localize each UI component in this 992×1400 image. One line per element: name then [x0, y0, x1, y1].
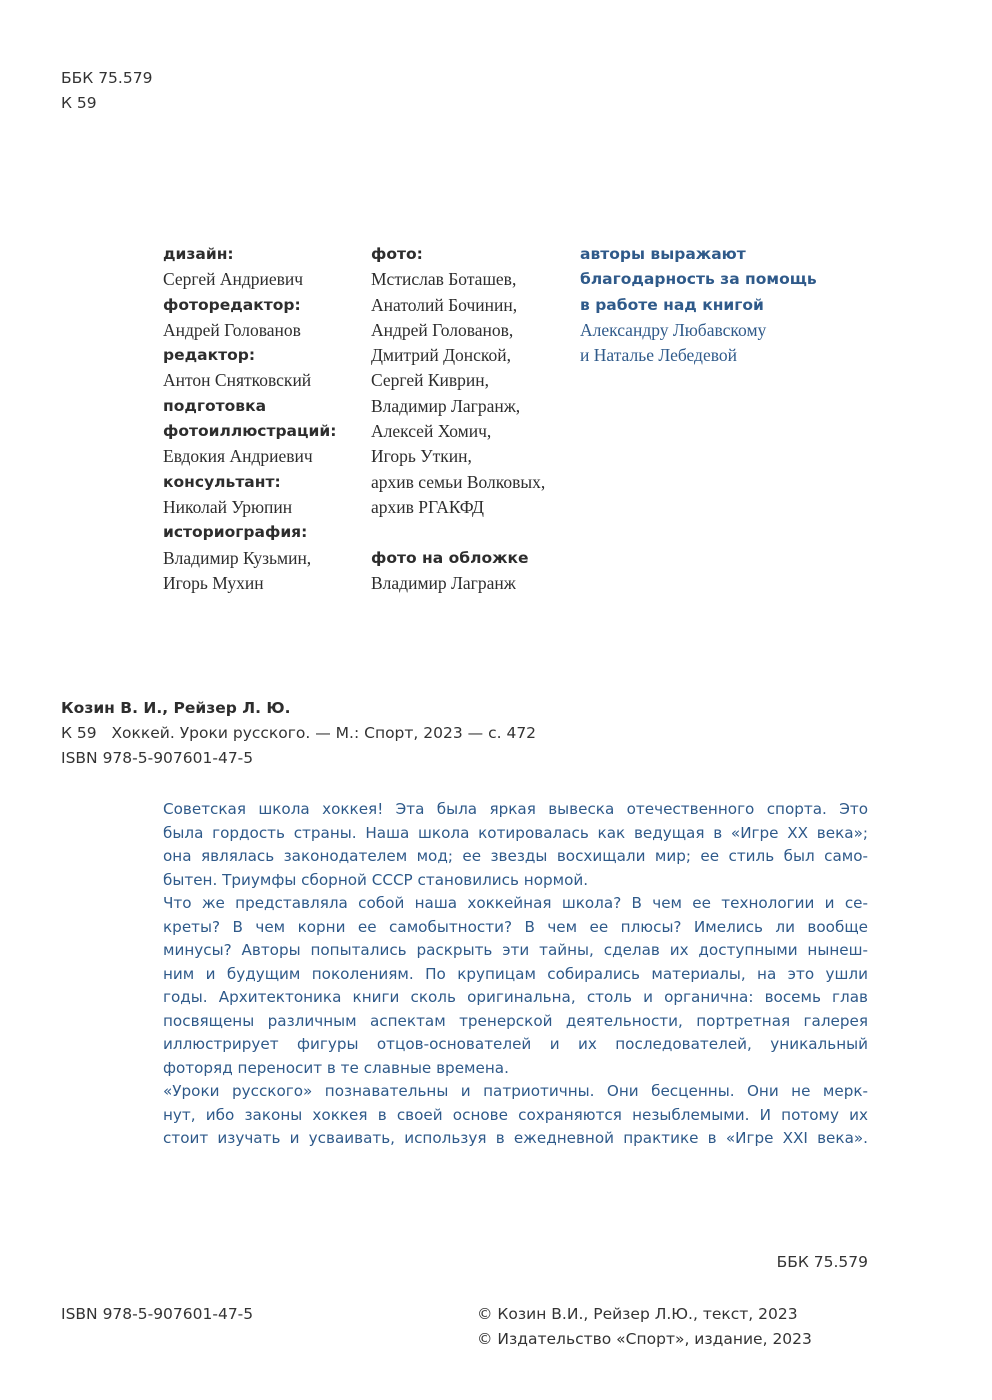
credit-role-consultant: консультант:	[163, 472, 281, 491]
credit-role-photo-prep-2: фотоиллюстраций:	[163, 422, 337, 441]
photo-credit-name: Андрей Голованов,	[371, 319, 514, 340]
annotation-line: стоит изучать и усваивать, используя в ежедневной практике в «Игре XXI века».	[163, 1129, 868, 1147]
credit-name-historiography-2: Игорь Мухин	[163, 572, 264, 593]
annotation-line: иллюстрирует фигуры отцов-основателей и их последователей, уникальный	[163, 1035, 868, 1053]
credit-name-historiography-1: Владимир Кузьмин,	[163, 547, 312, 568]
annotation-line: минусы? Авторы попытались раскрыть эти тайны, сделав их доступными нынеш-	[163, 941, 868, 959]
annotation-line: ним и будущим поколениям. По крупицам собирались материалы, на это ушли	[163, 964, 868, 983]
photo-credit-name: Дмитрий Донской,	[371, 345, 512, 366]
photo-credit-name: Сергей Киврин,	[371, 370, 490, 391]
annotation-line: была гордость страны. Наша школа котировалась как ведущая в «Игре XX века»;	[163, 823, 868, 842]
annotation-paragraph	[163, 1080, 868, 1151]
annotation-line: «Уроки русского» познавательны и патриотичны. Они бесценны. Они не мерк-	[163, 1082, 868, 1100]
catalog-isbn: ISBN 978-5-907601-47-5	[61, 749, 254, 767]
credit-role-cover-photo: фото на обложке	[371, 548, 529, 567]
credit-role-editor: редактор:	[163, 346, 256, 365]
copyright-text: © Козин В.И., Рейзер Л.Ю., текст, 2023	[477, 1305, 798, 1323]
credit-role-photo: фото:	[371, 245, 423, 263]
catalog-description: Хоккей. Уроки русского. — М.: Спорт, 2023 — с. 472	[111, 724, 537, 742]
credit-name-photo-editor: Андрей Голованов	[163, 319, 301, 340]
photo-credit-name: Игорь Уткин,	[371, 446, 472, 467]
credit-role-design: дизайн:	[163, 245, 234, 263]
photo-credit-name: Алексей Хомич,	[371, 421, 492, 442]
thanks-line: благодарность за помощь	[580, 270, 817, 289]
footer-bbk: ББК 75.579	[776, 1253, 868, 1271]
catalog-entry	[61, 696, 536, 771]
photo-credit-name: Владимир Лагранж,	[371, 395, 521, 416]
annotation-line: Советская школа хоккея! Эта была яркая вывеска отечественного спорта. Это	[163, 800, 868, 818]
credit-name-design: Сергей Андриевич	[163, 269, 304, 290]
credits-middle-column	[371, 242, 545, 596]
thanks-line: в работе над книгой	[580, 295, 764, 314]
photo-credit-name: архив семьи Волковых,	[371, 471, 546, 492]
top-bbk: ББК 75.579	[61, 69, 153, 87]
annotation-line: бытен. Триумфы сборной СССР становились нормой.	[163, 870, 589, 889]
annotation	[163, 798, 868, 1151]
photo-credit-name: Мстислав Боташев,	[371, 269, 517, 290]
credit-role-historiography: историография:	[163, 523, 308, 542]
annotation-line: фоторяд переносит в те славные времена.	[163, 1058, 509, 1077]
top-author-mark: К 59	[61, 94, 97, 112]
credit-name-cover-photo: Владимир Лагранж	[371, 572, 516, 593]
credit-role-photo-prep: подготовка	[163, 396, 267, 415]
annotation-paragraph	[163, 798, 868, 892]
annotation-line: годы. Архитектоника книги сколь оригинальна, столь и органична: восемь глав	[163, 988, 868, 1006]
catalog-authors: Козин В. И., Рейзер Л. Ю.	[61, 699, 291, 717]
photo-credit-name: Анатолий Бочинин,	[371, 294, 518, 315]
annotation-line: креты? В чем корни ее самобытности? В чем ее плюсы? Имелись ли вообще	[163, 917, 868, 936]
catalog-mark: К 59	[61, 724, 97, 742]
credit-name-consultant: Николай Урюпин	[163, 496, 293, 517]
annotation-line: она являлась законодателем мод; ее звезды восхищали мир; ее стиль был само-	[163, 847, 868, 865]
copyright-edition: © Издательство «Спорт», издание, 2023	[477, 1330, 812, 1348]
acknowledgements	[580, 242, 817, 368]
thanks-name: и Наталье Лебедевой	[580, 345, 737, 366]
thanks-line: авторы выражают	[580, 245, 746, 263]
annotation-line: нут, ибо законы хоккея в своей основе сохраняются незыблемыми. И потому их	[163, 1105, 868, 1124]
top-classification	[61, 66, 152, 116]
photo-credit-name: архив РГАКФД	[371, 496, 484, 517]
copyright-block	[477, 1302, 812, 1352]
credit-name-photo-prep: Евдокия Андриевич	[163, 446, 313, 467]
footer-isbn: ISBN 978-5-907601-47-5	[61, 1305, 254, 1323]
annotation-line: Что же представляла собой наша хоккейная школа? В чем ее технологии и се-	[163, 894, 868, 912]
annotation-line: посвящены различным аспектам тренерской деятельности, портретная галерея	[163, 1011, 868, 1030]
credits-left-column	[163, 242, 336, 596]
credit-role-photo-editor: фоторедактор:	[163, 295, 301, 314]
thanks-name: Александру Любавскому	[580, 319, 767, 340]
credit-name-editor: Антон Снятковский	[163, 370, 312, 391]
annotation-paragraph	[163, 892, 868, 1080]
